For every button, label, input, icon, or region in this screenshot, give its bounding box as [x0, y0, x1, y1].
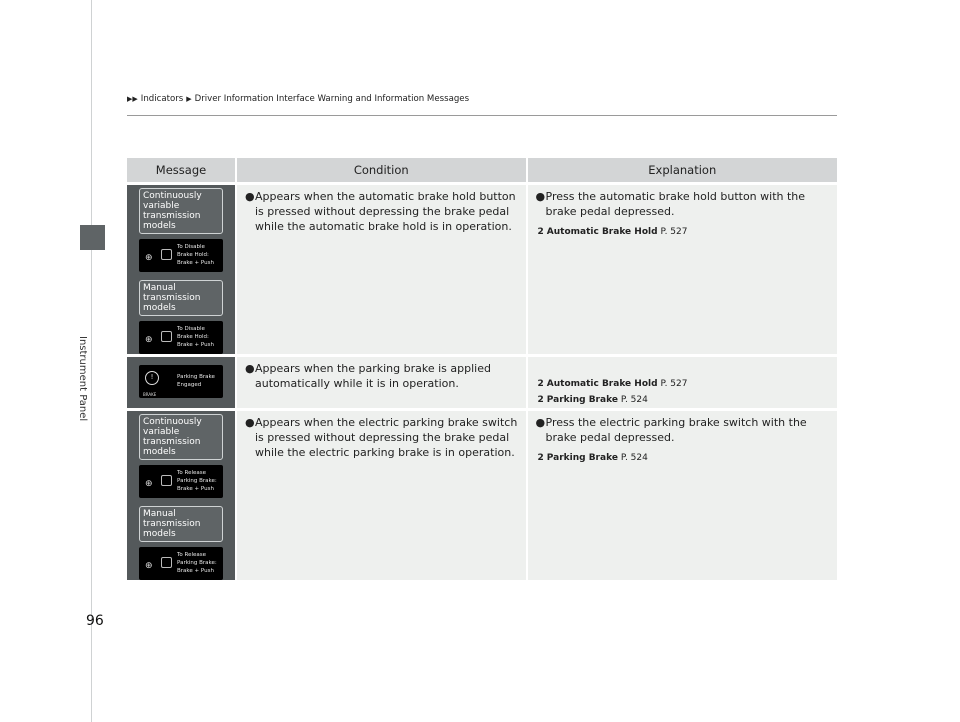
model-label-cvt: Continuously variable transmission models	[139, 188, 223, 234]
screen-text: To Disable Brake Hold: Brake + Push	[177, 244, 214, 266]
bullet-icon: ●	[535, 190, 546, 203]
breadcrumb-item-indicators[interactable]: Indicators	[140, 94, 184, 104]
screen-text: To Release Parking Brake: Brake + Push	[177, 470, 217, 492]
table-header-row	[127, 158, 837, 182]
explanation-cell	[528, 354, 837, 408]
table-row	[127, 182, 837, 354]
cross-reference-link[interactable]: 2 Automatic Brake Hold P. 527	[528, 373, 837, 392]
header-rule	[127, 115, 837, 116]
parking-brake-icon: !	[145, 371, 159, 385]
header-explanation: Explanation	[528, 158, 837, 182]
reference-arrow-icon: 2	[537, 227, 544, 237]
display-screen	[139, 239, 223, 272]
bullet-icon: ●	[245, 190, 255, 203]
message-table	[127, 158, 837, 580]
display-screen	[139, 465, 223, 498]
breadcrumb-arrow-icon: ▶▶	[127, 95, 138, 103]
screen-text: Parking Brake Engaged	[177, 374, 215, 388]
explanation-cell: ● Press the electric parking brake switch with the brake pedal depressed. 2 Parking Brake P. 524	[528, 408, 837, 580]
model-label-mt: Manual transmission models	[139, 280, 223, 316]
model-label-mt: Manual transmission models	[139, 506, 223, 542]
parking-brake-switch-icon: ⊕	[145, 561, 153, 571]
message-cell	[127, 182, 237, 354]
reference-arrow-icon: 2	[537, 453, 544, 463]
cross-reference-link[interactable]: 2 Parking Brake P. 524	[528, 392, 837, 408]
parking-brake-switch-icon: ⊕	[145, 479, 153, 489]
reference-arrow-icon: 2	[537, 395, 544, 405]
screen-text: To Disable Brake Hold: Brake + Push	[177, 326, 214, 348]
message-cell	[127, 354, 237, 408]
screen-text: To Release Parking Brake: Brake + Push	[177, 552, 217, 574]
button-icon	[161, 557, 172, 568]
bullet-icon: ●	[245, 416, 255, 429]
condition-cell: ● Appears when the electric parking brake switch is pressed without depressing the brake pedal while the electric parking brake is in operation.	[237, 408, 528, 580]
header-message: Message	[127, 158, 237, 182]
breadcrumb-item-messages[interactable]: Driver Information Interface Warning and Information Messages	[194, 94, 470, 104]
display-screen	[139, 365, 223, 398]
button-icon	[161, 475, 172, 486]
chapter-tab-marker	[80, 225, 105, 250]
display-screen	[139, 547, 223, 580]
explanation-cell: ● Press the automatic brake hold button with the brake pedal depressed. 2 Automatic Brake Hold P. 527	[528, 182, 837, 354]
condition-cell: ● Appears when the automatic brake hold button is pressed without depressing the brake pedal while the automatic brake hold is in operation.	[237, 182, 528, 354]
button-icon	[161, 249, 172, 260]
breadcrumb-arrow-icon: ▶	[186, 95, 192, 103]
table-row	[127, 354, 837, 408]
bullet-icon: ●	[535, 416, 546, 429]
table-row	[127, 408, 837, 580]
bullet-icon: ●	[245, 362, 255, 375]
display-screen	[139, 321, 223, 354]
condition-cell: ● Appears when the parking brake is applied automatically while it is in operation.	[237, 354, 528, 408]
brake-hold-icon: ⊕	[145, 335, 153, 345]
reference-arrow-icon: 2	[537, 379, 544, 389]
breadcrumb	[127, 94, 469, 104]
cross-reference-link[interactable]: 2 Automatic Brake Hold P. 527	[528, 221, 837, 240]
header-condition: Condition	[237, 158, 528, 182]
cross-reference-link[interactable]: 2 Parking Brake P. 524	[528, 447, 837, 466]
page-number: 96	[86, 613, 104, 629]
brake-label: BRAKE	[143, 392, 157, 397]
message-cell	[127, 408, 237, 580]
model-label-cvt: Continuously variable transmission models	[139, 414, 223, 460]
chapter-side-label: Instrument Panel	[77, 336, 88, 422]
button-icon	[161, 331, 172, 342]
brake-hold-icon: ⊕	[145, 253, 153, 263]
